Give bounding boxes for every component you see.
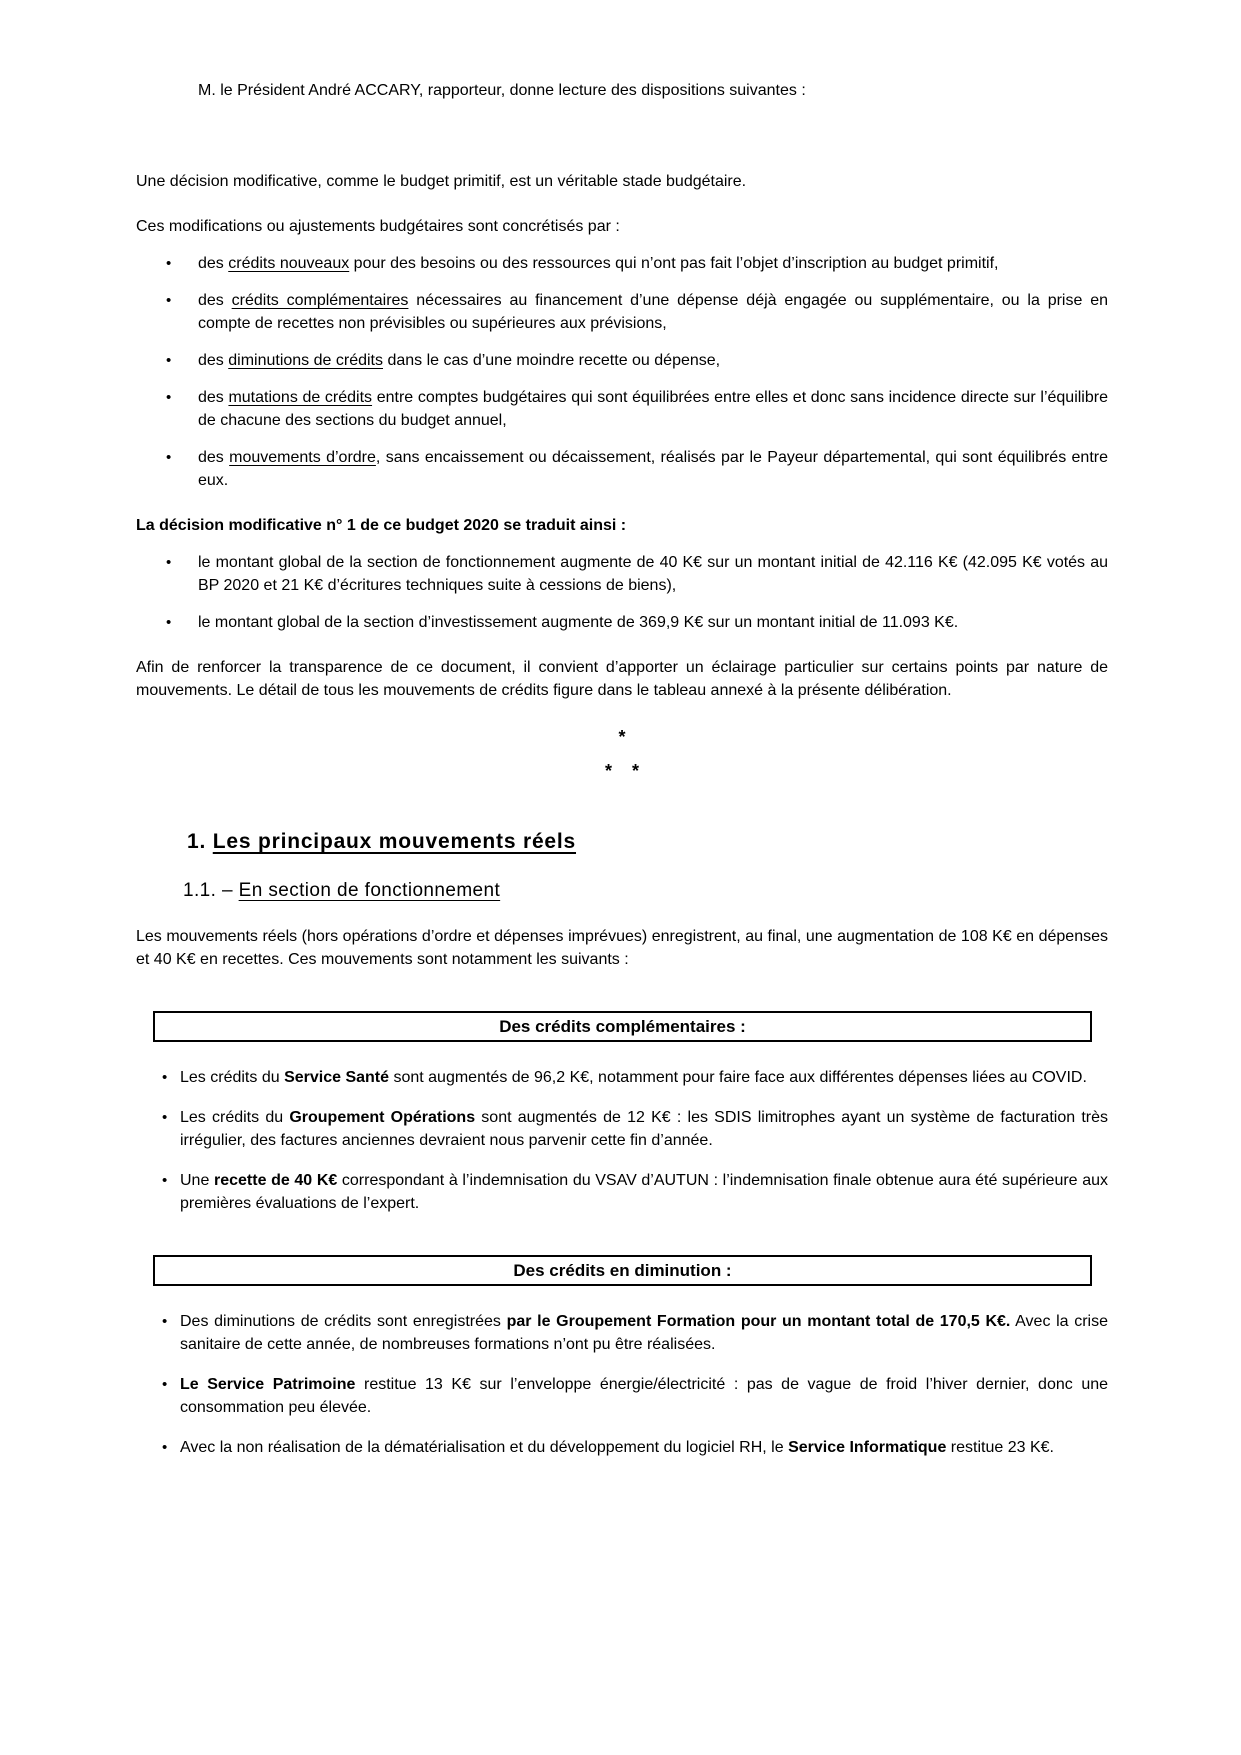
text-segment: Le Service Patrimoine	[180, 1376, 356, 1393]
bullet-mouvements-ordre	[136, 446, 1108, 492]
bullet-text	[198, 449, 1108, 489]
text-segment: des	[198, 389, 229, 406]
bullet-text	[198, 255, 998, 272]
text-segment: nécessaires au financement d’une dépense déjà engagée ou supplémentaire, ou la prise en compte de recettes non prévisibles ou supérieures aux prévisions,	[198, 292, 1109, 332]
text-segment: Des crédits en diminution :	[513, 1261, 732, 1280]
bullet-section-investissement	[136, 611, 1108, 634]
text-segment: des	[198, 449, 230, 466]
text-segment: des	[198, 292, 232, 309]
text-segment: Service Santé	[284, 1069, 390, 1086]
text-segment: mouvements d’ordre	[229, 449, 376, 466]
text-segment: correspondant à l’indemnisation du VSAV d’AUTUN : l’indemnisation finale obtenue aura été supérieure aux premières évaluations de l’expert.	[180, 1172, 1109, 1212]
heading-number: 1.1. –	[183, 880, 239, 901]
text-segment: restitue 23 K€.	[946, 1439, 1054, 1456]
box-title-credits-complementaires	[153, 1011, 1092, 1042]
text-segment: M. le Président André ACCARY, rapporteur, donne lecture des dispositions suivantes :	[198, 82, 806, 99]
bullet-icon: •	[162, 1069, 168, 1086]
bullet-mutations-credits	[136, 386, 1108, 432]
bullet-text	[180, 1109, 1108, 1149]
heading-number: 1.	[187, 830, 213, 853]
bullet-icon: •	[166, 389, 172, 406]
text-segment: Des diminutions de crédits sont enregistrées	[180, 1313, 507, 1330]
bullet-icon: •	[166, 292, 172, 309]
bullet-text	[180, 1376, 1108, 1416]
bullet-text	[198, 614, 958, 631]
star-single: *	[618, 727, 626, 747]
bullet-text	[198, 292, 1108, 332]
bullet-service-patrimoine	[136, 1373, 1108, 1419]
bullet-icon: •	[162, 1439, 168, 1456]
text-segment: entre comptes budgétaires qui sont équilibrées entre elles et donc sans incidence directe sur l’équilibre de chacune des sections du budget annuel,	[198, 389, 1108, 429]
document-body	[136, 79, 1108, 1459]
box-title-credits-diminution	[153, 1255, 1092, 1286]
paragraph-decision-traduit	[136, 514, 1108, 537]
text-segment: Des crédits complémentaires :	[499, 1017, 746, 1036]
text-segment: recette de 40 K€	[213, 1172, 338, 1189]
bullet-icon: •	[162, 1109, 168, 1126]
text-segment: , sans encaissement ou décaissement, réalisés par le Payeur départemental, qui sont équilibrés entre eux.	[198, 449, 1109, 489]
text-segment: Groupement Opérations	[289, 1109, 476, 1126]
paragraph-mouvements-reels	[136, 925, 1108, 971]
text-segment: Afin de renforcer la transparence de ce document, il convient d’apporter un éclairage particulier sur certains points par nature de mouvements. Le détail de tous les mouvements de crédits figure dans le tableau annexé à la présente délibération.	[136, 659, 1108, 699]
text-segment: pour des besoins ou des ressources qui n’ont pas fait l’objet d’inscription au budget primitif,	[349, 255, 999, 272]
heading-text: Les principaux mouvements réels	[212, 830, 577, 853]
bullet-icon: •	[162, 1172, 168, 1189]
bullet-groupement-operations	[136, 1106, 1108, 1152]
paragraph-decision-modificative	[136, 170, 1108, 193]
bullet-icon: •	[166, 449, 172, 466]
text-segment: Les mouvements réels (hors opérations d’ordre et dépenses imprévues) enregistrent, au final, une augmentation de 108 K€ en dépenses et 40 K€ en recettes. Ces mouvements sont notamment les suivants :	[136, 928, 1108, 968]
text-segment: mutations de crédits	[228, 389, 373, 406]
text-segment: Avec la non réalisation de la dématérialisation et du développement du logiciel RH, le	[180, 1439, 789, 1456]
text-segment: le montant global de la section de fonctionnement augmente de 40 K€ sur un montant initial de 42.116 K€ (42.095 K€ votés au BP 2020 et 21 K€ d’écritures techniques suite à cessions de biens),	[198, 554, 1108, 594]
heading-text: En section de fonctionnement	[238, 880, 501, 901]
text-segment: le montant global de la section d’investissement augmente de 369,9 K€ sur un montant initial de 11.093 K€.	[198, 614, 959, 631]
heading-principaux-mouvements	[136, 829, 1108, 855]
text-segment: sont augmentés de 96,2 K€, notamment pour faire face aux différentes dépenses liées au COVID.	[389, 1069, 1087, 1086]
text-segment: des	[198, 352, 229, 369]
star-glyph: *	[604, 761, 612, 781]
bullet-section-fonctionnement	[136, 551, 1108, 597]
star-glyph: *	[632, 761, 640, 781]
opening-statement	[136, 79, 1108, 102]
bullet-text	[180, 1313, 1108, 1353]
text-segment: des	[198, 255, 229, 272]
text-segment: diminutions de crédits	[228, 352, 383, 369]
bullet-icon: •	[162, 1376, 168, 1393]
bullet-service-informatique	[136, 1436, 1108, 1459]
text-segment: Les crédits du	[180, 1109, 290, 1126]
text-segment: Avec la crise sanitaire de cette année, de nombreuses formations n’ont pu être réalisées.	[180, 1313, 1108, 1353]
bullet-text	[198, 554, 1108, 594]
bullet-icon: •	[166, 255, 172, 272]
bullet-text	[180, 1069, 1087, 1086]
text-segment: par le Groupement Formation pour un montant total de 170,5 K€.	[506, 1313, 1011, 1330]
text-segment: Service Informatique	[788, 1439, 947, 1456]
bullet-icon: •	[166, 352, 172, 369]
separator-stars	[136, 726, 1108, 783]
blank-lines	[136, 102, 1108, 148]
bullet-icon: •	[162, 1313, 168, 1330]
paragraph-modifications-lead	[136, 215, 1108, 238]
text-segment: dans le cas d’une moindre recette ou dépense,	[383, 352, 721, 369]
text-segment: La décision modificative n° 1 de ce budget 2020 se traduit ainsi :	[136, 517, 627, 534]
bullet-icon: •	[166, 554, 172, 571]
paragraph-transparence	[136, 656, 1108, 702]
bullet-text	[180, 1439, 1054, 1456]
bullet-text	[198, 352, 720, 369]
heading-section-fonctionnement	[136, 879, 1108, 903]
text-segment: Ces modifications ou ajustements budgétaires sont concrétisés par :	[136, 218, 620, 235]
bullet-credits-complementaires	[136, 289, 1108, 335]
text-segment: Les crédits du	[180, 1069, 285, 1086]
text-segment: restitue 13 K€ sur l’enveloppe énergie/électricité : pas de vague de froid l’hiver dernier, donc une consommation peu élevée.	[180, 1376, 1109, 1416]
text-segment: Une décision modificative, comme le budget primitif, est un véritable stade budgétaire.	[136, 173, 747, 190]
text-segment: sont augmentés de 12 K€ : les SDIS limitrophes ayant un système de facturation très irrégulier, des factures anciennes devraient nous parvenir cette fin d’année.	[180, 1109, 1108, 1149]
bullet-icon: •	[166, 614, 172, 631]
bullet-credits-nouveaux	[136, 252, 1108, 275]
blank-lines	[136, 783, 1108, 829]
bullet-groupement-formation	[136, 1310, 1108, 1356]
text-segment: crédits complémentaires	[231, 292, 409, 309]
bullet-diminutions-credits	[136, 349, 1108, 372]
text-segment: Une	[180, 1172, 214, 1189]
bullet-service-sante	[136, 1066, 1108, 1089]
text-segment: crédits nouveaux	[228, 255, 350, 272]
bullet-text	[198, 389, 1108, 429]
star-pair	[136, 760, 1108, 783]
bullet-recette-vsav	[136, 1169, 1108, 1215]
bullet-text	[180, 1172, 1108, 1212]
